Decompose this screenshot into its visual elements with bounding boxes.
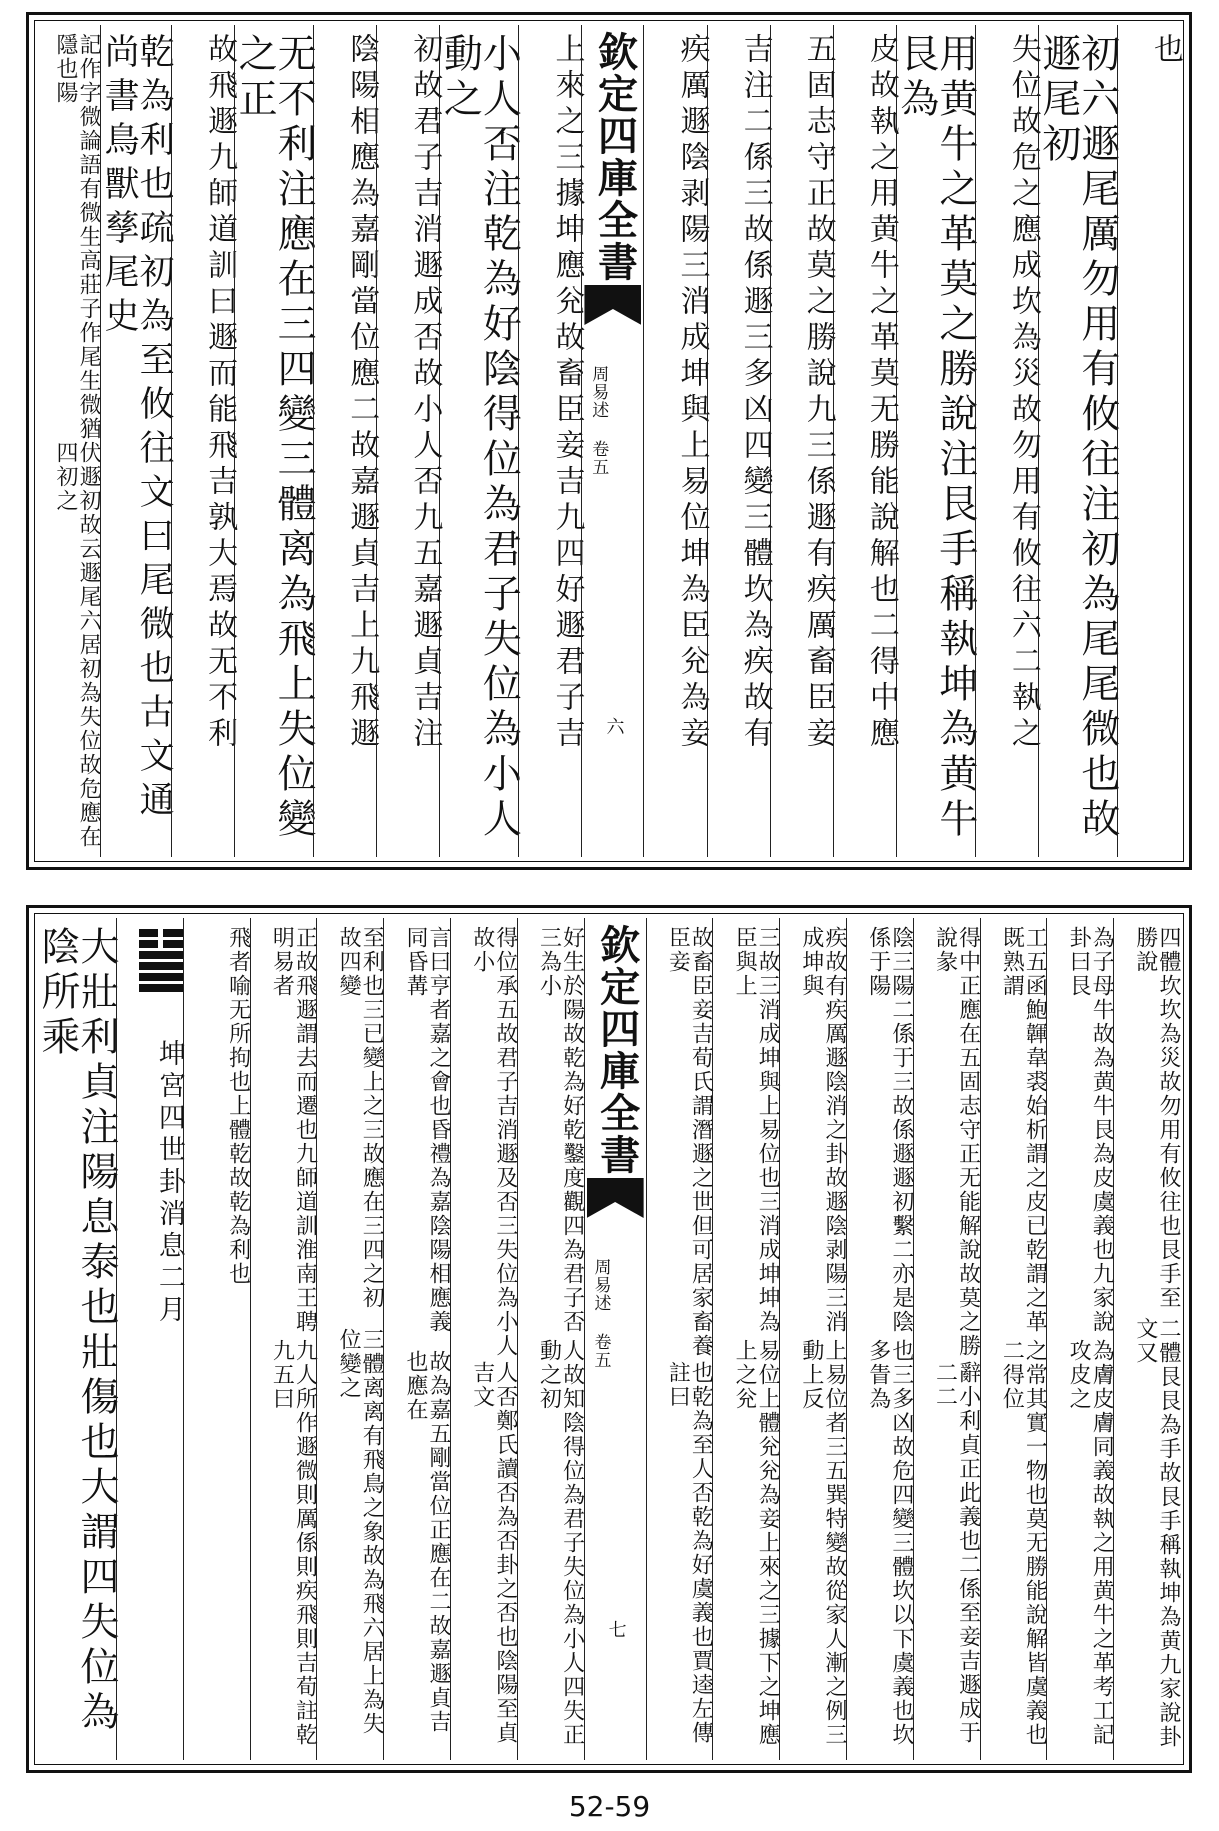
commentary-column (980, 918, 1047, 1760)
commentary-line: 正故飛遯謂去而遷也九師道訓淮南王聘明易者 (269, 926, 318, 1334)
commentary-column (38, 25, 100, 857)
text-column: 失位故危之應成坎為災故勿用有攸往六二執之 (975, 25, 1038, 857)
text-column: 初六遯尾厲勿用有攸往注初為尾尾微也故遯尾初 (1038, 25, 1117, 857)
page-number: 52-59 (568, 1790, 651, 1823)
text-column: 故飛遯九師道訓曰遯而能飛吉孰大焉故无不利 (171, 25, 234, 857)
commentary-line: 言曰亨者嘉之會也昏禮為嘉陰陽相應義同昏冓 (402, 926, 452, 1334)
commentary-line: 為膚皮膚同義故執之用黄牛之革考工記攻皮之 (1066, 1339, 1115, 1747)
spine-title: 欽定四庫全書 (591, 31, 639, 283)
commentary-column (383, 918, 450, 1760)
commentary-line: 伏遯初故云遯尾六居初為失位故危應在四初之 (52, 441, 102, 849)
text-columns-bottom (35, 918, 1181, 1760)
commentary-column (316, 918, 383, 1760)
commentary-line: 工五函鮑韗韋裘始析謂之皮已乾謂之革既熟謂 (999, 926, 1048, 1334)
text-column: 乾為利也疏初為至攸往文曰尾微也古文通尚書鳥獸孳尾史 (100, 25, 171, 857)
spine-book-title: 周易述 卷五 (588, 365, 609, 476)
commentary-line: 體乾故乾為利也 (225, 1118, 251, 1286)
commentary-line: 人否鄭氏讀否為否卦之否也陰陽至貞吉文 (469, 1360, 518, 1745)
commentary-column (450, 918, 517, 1760)
commentary-line: 九人所作遯微則厲係則疾飛則吉荀註乾九五曰 (269, 1339, 318, 1747)
commentary-line: 也乾為至人否乾為好虞義也賈逵左傳註曰 (665, 1360, 714, 1745)
text-column: 小人否注乾為好陰得位為君子失位為小人動之 (439, 25, 518, 857)
commentary-line: 易位上體兊兊為妾上來之三據下之坤應上之兊 (732, 1339, 781, 1747)
commentary-line: 二體艮艮為手故艮手稱執坤為黄九家說卦文又 (1132, 1317, 1181, 1750)
commentary-line: 之常其實一物也莫无勝能說解皆虞義也二得位 (999, 1339, 1048, 1747)
commentary-line: 為子母牛故為黄牛艮為皮虞義也九家說卦曰艮 (1066, 926, 1115, 1334)
commentary-line: 上易位者三五巽特變故從家人漸之例三動上反 (798, 1339, 848, 1747)
text-column: 疾厲遯陰剥陽三消成坤與上易位坤為臣兊為妾 (643, 25, 706, 857)
text-columns-top (38, 25, 1183, 857)
commentary-column (779, 918, 846, 1760)
commentary-column (250, 918, 317, 1760)
text-column: 初故君子吉消遯成否故小人否九五嘉遯貞吉注 (376, 25, 439, 857)
text-column: 陰陽相應為嘉剛當位應二故嘉遯貞吉上九飛遯 (313, 25, 376, 857)
hexagram-heading-column: 大壯利貞注陽息泰也壯傷也大謂四失位為陰所乘 (35, 926, 120, 1736)
fish-tail-mark (584, 285, 641, 325)
spine-book-title: 周易述 卷五 (590, 1258, 611, 1369)
commentary-column (1113, 918, 1180, 1760)
fish-tail-mark (587, 1178, 644, 1218)
page-top (26, 12, 1192, 870)
commentary-line: 得中正應在五固志守正无能解說故莫之勝說彖 (932, 926, 981, 1358)
folio-number: 七 (605, 1620, 627, 1640)
commentary-column (517, 918, 584, 1760)
commentary-line: 至利也三已變上之三故應在三四之初故四變 (336, 926, 385, 1310)
commentary-column (712, 918, 779, 1760)
spine-column (584, 918, 646, 1760)
commentary-line: 記作字微論語有微生高莊子作尾生微猶隱也陽 (52, 33, 102, 441)
text-column: 吉注二係三故係遯三多凶四變三體坎為疾故有 (707, 25, 770, 857)
text-column: 用黄牛之革莫之勝說注艮手稱執坤為黄牛艮為 (896, 25, 975, 857)
text-column: 上來之三據坤應兊故畜臣妾吉九四好遯君子吉 (518, 25, 581, 857)
commentary-column (183, 918, 250, 1760)
commentary-column (1046, 918, 1113, 1760)
hexagram-note: 坤宮四世卦消息二月 (153, 1039, 185, 1327)
commentary-line: 得位承五故君子吉消遯及否三失位為小人故小 (469, 926, 518, 1358)
commentary-line: 三故三消成坤與上易位也三消成坤坤為臣與上 (732, 926, 781, 1334)
commentary-line: 疾故有疾厲遯陰消之卦故遯陰剥陽三消成坤與 (798, 926, 848, 1334)
commentary-line: 辭小利貞正此義也二係至妾吉遯成于二二 (932, 1360, 981, 1745)
folio-number: 六 (603, 717, 625, 737)
text-column: 皮故執之用黄牛之革莫无勝能說解也二得中應 (833, 25, 896, 857)
commentary-line: 好生於陽故乾為好乾鑿度觀四為君子否三為小 (536, 926, 585, 1334)
text-column: 五固志守正故莫之勝說九三係遯有疾厲畜臣妾 (770, 25, 833, 857)
commentary-line: 故為嘉五剛當位正應在二故嘉遯貞吉也應在 (402, 1349, 452, 1734)
spine-column (581, 25, 643, 857)
commentary-column (913, 918, 980, 1760)
commentary-line: 陰三陽二係于三故係遯遯初繫二亦是陰係于陽 (865, 926, 914, 1334)
page-bottom (26, 905, 1192, 1773)
commentary-line: 四體坎坎為災故勿用有攸往也艮手至勝說 (1132, 926, 1181, 1310)
commentary-line: 飛者喻无所拘也上 (225, 926, 251, 1118)
commentary-column (646, 918, 713, 1760)
commentary-line: 故畜臣妾吉荀氏謂潛遯之世但可居家畜養臣妾 (665, 926, 714, 1358)
commentary-column (846, 918, 913, 1760)
commentary-line: 也三多凶故危四變三體坎以下虞義也坎多眚為 (865, 1339, 914, 1747)
text-column: 也 (1117, 25, 1180, 857)
commentary-line: 三體离离有飛鳥之象故為飛六居上為失位變之 (336, 1328, 385, 1737)
dazhuang-hexagram-icon (139, 926, 183, 995)
commentary-line: 人故知陰得位為君子失位為小人四失正動之初 (536, 1339, 585, 1747)
hexagram-column (116, 918, 183, 1760)
spine-title: 欽定四庫全書 (593, 924, 641, 1176)
text-column: 无不利注應在三四變三體离為飛上失位變之正 (234, 25, 313, 857)
